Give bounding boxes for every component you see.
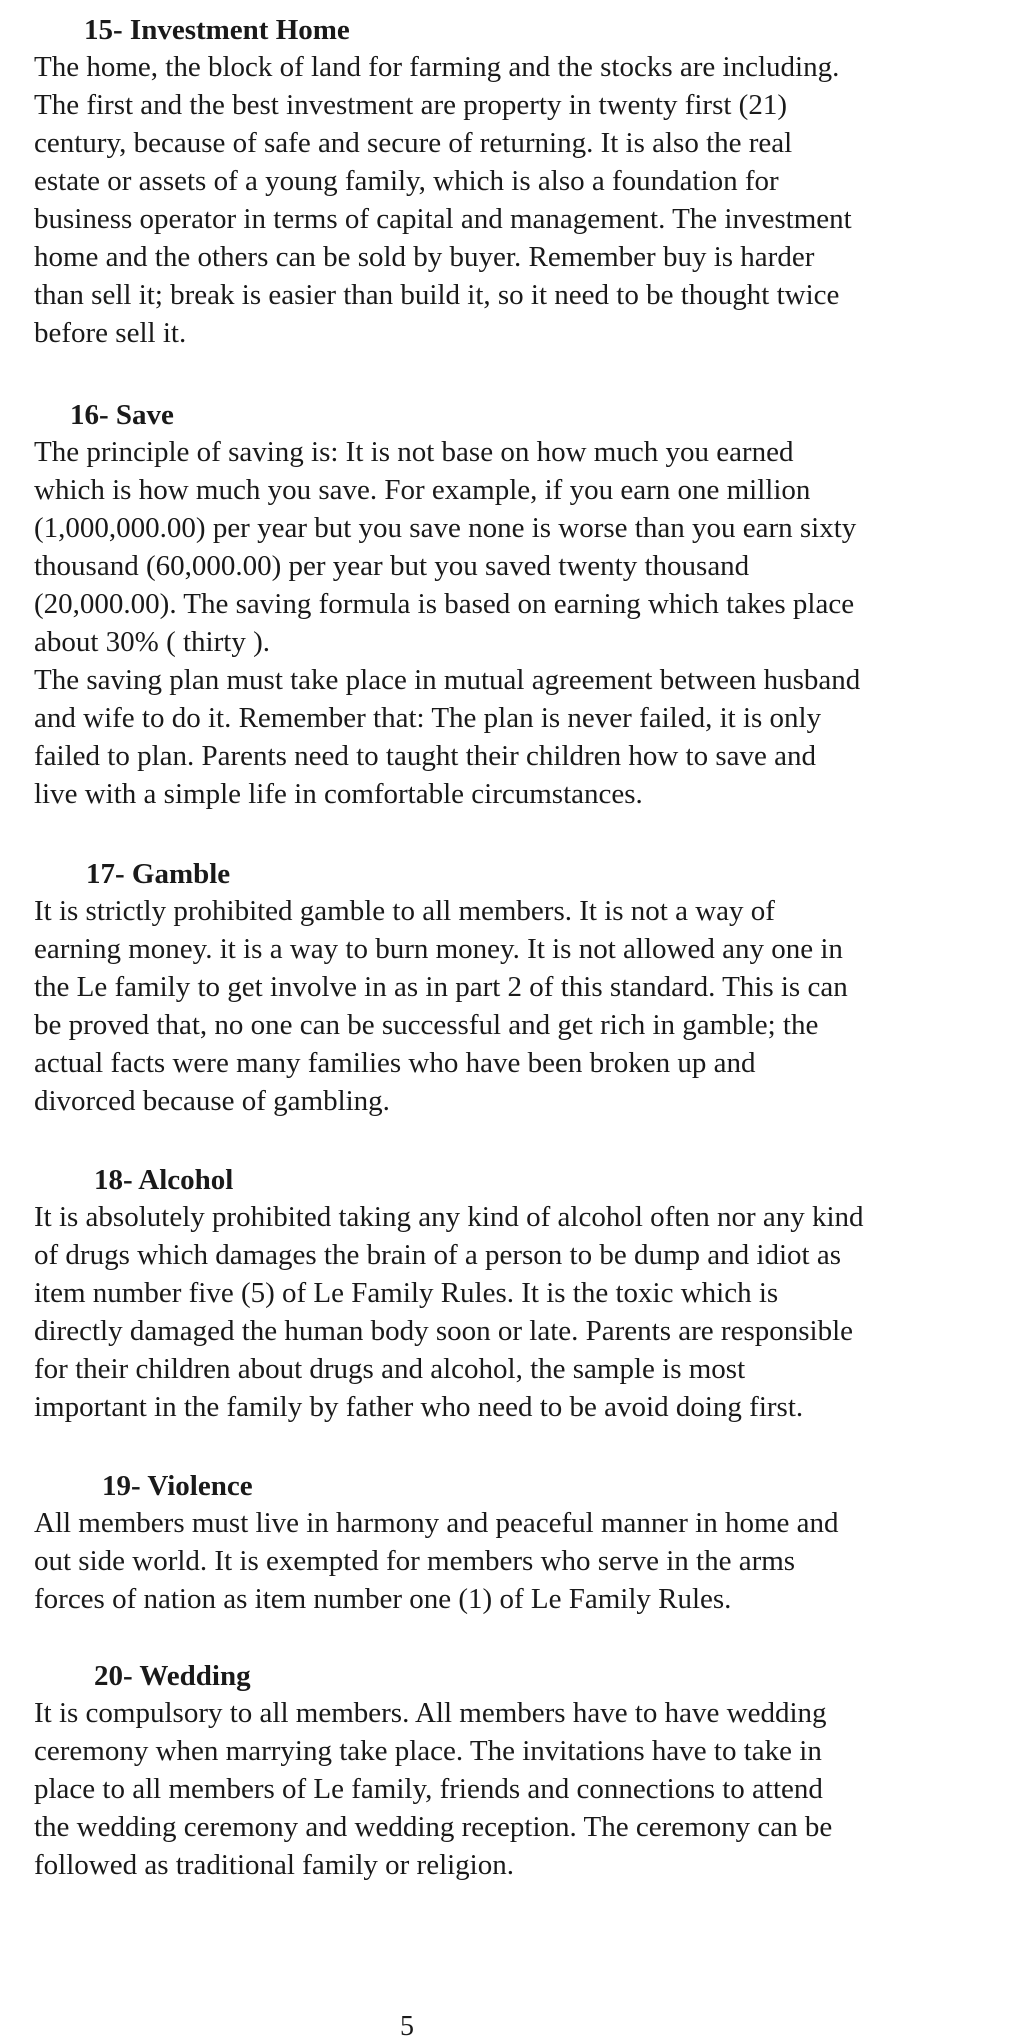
section-violence bbox=[34, 1468, 994, 1618]
text-line: The saving plan must take place in mutual agreement between husband bbox=[34, 664, 861, 696]
section-heading: 19- Violence bbox=[102, 1470, 253, 1502]
text-line: (20,000.00). The saving formula is based on earning which takes place bbox=[34, 588, 855, 620]
text-line: out side world. It is exempted for members who serve in the arms bbox=[34, 1545, 796, 1577]
section-heading: 18- Alcohol bbox=[94, 1164, 234, 1196]
text-line: failed to plan. Parents need to taught their children how to save and bbox=[34, 740, 816, 772]
text-line: business operator in terms of capital and management. The investment bbox=[34, 203, 852, 235]
text-line: The principle of saving is: It is not base on how much you earned bbox=[34, 436, 794, 468]
text-line: important in the family by father who need to be avoid doing first. bbox=[34, 1391, 804, 1423]
section-body bbox=[34, 892, 994, 1120]
text-line: divorced because of gambling. bbox=[34, 1085, 390, 1117]
section-heading: 17- Gamble bbox=[86, 858, 231, 890]
section-heading: 16- Save bbox=[70, 399, 174, 431]
text-line: thousand (60,000.00) per year but you saved twenty thousand bbox=[34, 550, 750, 582]
text-line: the Le family to get involve in as in part 2 of this standard. This is can bbox=[34, 971, 848, 1003]
text-line: It is compulsory to all members. All members have to have wedding bbox=[34, 1697, 827, 1729]
text-line: item number five (5) of Le Family Rules. It is the toxic which is bbox=[34, 1277, 779, 1309]
section-wedding bbox=[34, 1658, 994, 1884]
text-line: followed as traditional family or religion. bbox=[34, 1849, 514, 1881]
text-line: before sell it. bbox=[34, 317, 187, 349]
page-number: 5 bbox=[400, 2011, 414, 2042]
section-body bbox=[34, 48, 994, 352]
text-line: century, because of safe and secure of returning. It is also the real bbox=[34, 127, 793, 159]
text-line: and wife to do it. Remember that: The plan is never failed, it is only bbox=[34, 702, 822, 734]
text-line: estate or assets of a young family, which is also a foundation for bbox=[34, 165, 779, 197]
text-line: place to all members of Le family, friends and connections to attend bbox=[34, 1773, 823, 1805]
section-heading: 15- Investment Home bbox=[84, 14, 350, 46]
text-line: The first and the best investment are property in twenty first (21) bbox=[34, 89, 787, 121]
text-line: of drugs which damages the brain of a person to be dump and idiot as bbox=[34, 1239, 841, 1271]
text-line: All members must live in harmony and peaceful manner in home and bbox=[34, 1507, 839, 1539]
text-line: which is how much you save. For example, if you earn one million bbox=[34, 474, 811, 506]
text-line: than sell it; break is easier than build it, so it need to be thought twice bbox=[34, 279, 840, 311]
section-save bbox=[34, 397, 994, 813]
text-line: about 30% ( thirty ). bbox=[34, 626, 270, 658]
text-line: ceremony when marrying take place. The invitations have to take in bbox=[34, 1735, 822, 1767]
text-line: It is strictly prohibited gamble to all members. It is not a way of bbox=[34, 895, 775, 927]
section-body bbox=[34, 1504, 994, 1618]
section-investment-home bbox=[34, 12, 994, 352]
text-line: the wedding ceremony and wedding reception. The ceremony can be bbox=[34, 1811, 833, 1843]
text-line: home and the others can be sold by buyer. Remember buy is harder bbox=[34, 241, 815, 273]
text-line: for their children about drugs and alcohol, the sample is most bbox=[34, 1353, 746, 1385]
text-line: directly damaged the human body soon or late. Parents are responsible bbox=[34, 1315, 854, 1347]
section-body bbox=[34, 1198, 994, 1426]
text-line: It is absolutely prohibited taking any kind of alcohol often nor any kind bbox=[34, 1201, 864, 1233]
text-line: actual facts were many families who have been broken up and bbox=[34, 1047, 756, 1079]
text-line: (1,000,000.00) per year but you save none is worse than you earn sixty bbox=[34, 512, 857, 544]
text-line: live with a simple life in comfortable circumstances. bbox=[34, 778, 643, 810]
text-line: forces of nation as item number one (1) of Le Family Rules. bbox=[34, 1583, 732, 1615]
section-gamble bbox=[34, 856, 994, 1120]
text-line: be proved that, no one can be successful and get rich in gamble; the bbox=[34, 1009, 819, 1041]
section-heading: 20- Wedding bbox=[94, 1660, 251, 1692]
text-line: earning money. it is a way to burn money. It is not allowed any one in bbox=[34, 933, 843, 965]
section-alcohol bbox=[34, 1162, 994, 1426]
section-body bbox=[34, 1694, 994, 1884]
text-line: The home, the block of land for farming and the stocks are including. bbox=[34, 51, 840, 83]
section-body bbox=[34, 433, 994, 813]
